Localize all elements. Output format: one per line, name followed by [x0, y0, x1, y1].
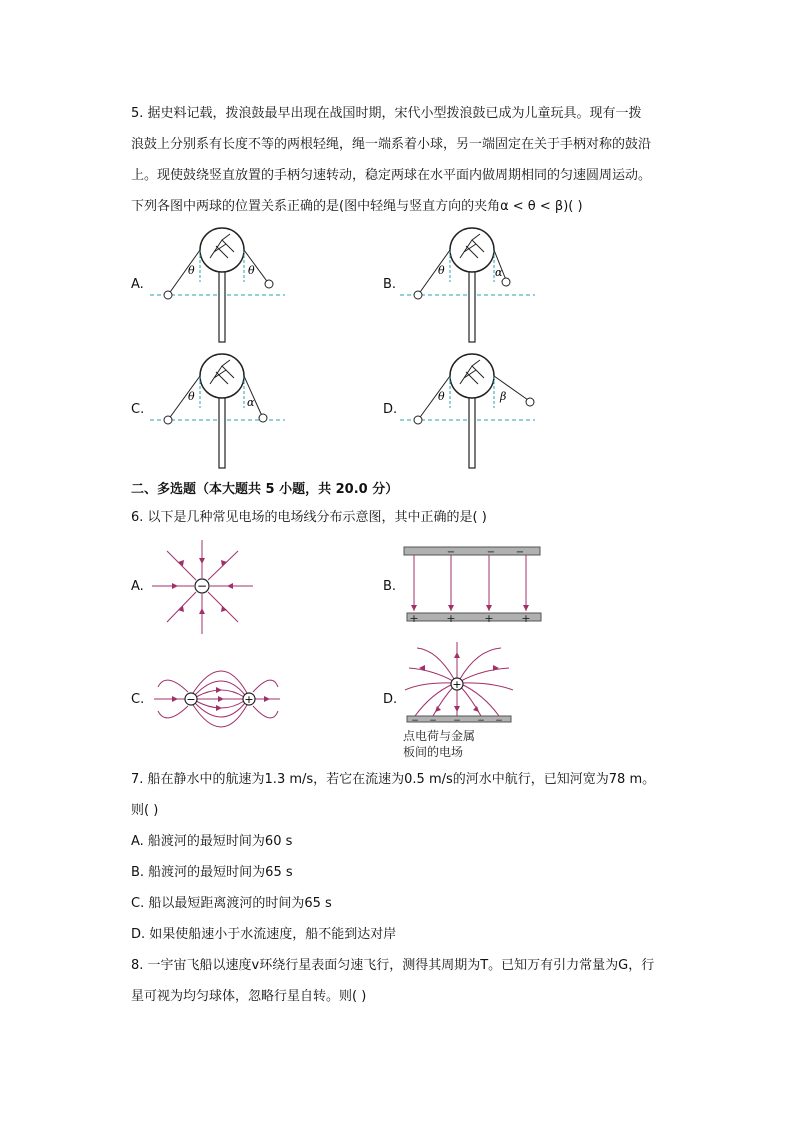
angle-label: α	[495, 266, 503, 279]
charge-sign: +	[244, 693, 254, 706]
ball-right	[265, 280, 273, 288]
q5-line-4: 下列各图中两球的位置关系正确的是(图中轻绳与竖直方向的夹角α < θ < β)( )	[131, 199, 583, 214]
ball-right	[526, 398, 534, 406]
q6-figure-d	[403, 638, 515, 728]
q6-option-c-label[interactable]: C.	[131, 692, 145, 707]
svg-text:−: −	[411, 716, 419, 726]
ball-left	[164, 291, 172, 299]
svg-text:−: −	[429, 716, 437, 726]
angle-label: θ	[438, 264, 445, 277]
q5-line-1: 5. 据史料记载，拨浪鼓最早出现在战国时期，宋代小型拨浪鼓已成为儿童玩具。现有一拨	[131, 106, 642, 121]
drum-circle	[200, 228, 244, 272]
angle-label: α	[247, 396, 255, 409]
svg-text:−: −	[446, 547, 456, 558]
q8-stem-line-1: 8. 一宇宙飞船以速度v环绕行星表面匀速飞行，测得其周期为T。已知万有引力常量为G，行	[131, 958, 655, 973]
q5-option-a-label[interactable]: A.	[131, 277, 144, 292]
svg-text:−: −	[453, 716, 461, 726]
ball-left	[164, 416, 172, 424]
drum-circle	[450, 228, 494, 272]
drum-handle	[219, 267, 225, 342]
q6-option-b-label[interactable]: B.	[383, 579, 397, 594]
ball-left	[414, 416, 422, 424]
q5-figure-a	[150, 222, 290, 347]
angle-label: θ	[438, 390, 445, 403]
q5-option-d-label[interactable]: D.	[383, 402, 398, 417]
q5-line-3: 上。现使鼓绕竖直放置的手柄匀速转动，稳定两球在水平面内做周期相同的匀速圆周运动。	[131, 168, 652, 183]
charge-sign: −	[196, 579, 208, 593]
angle-label: θ	[188, 264, 195, 277]
svg-text:+: +	[409, 612, 419, 625]
q7-stem-line-1: 7. 船在静水中的航速为1.3 m/s，若它在流速为0.5 m/s的河水中航行，已知河宽为78 m。	[131, 772, 656, 787]
rope-left	[168, 250, 200, 295]
q8-stem-line-2: 星可视为均匀球体，忽略行星自转。则( )	[131, 989, 367, 1004]
q5-figure-b	[400, 222, 540, 347]
ball-right	[502, 278, 510, 286]
q7-option-b[interactable]: B. 船渡河的最短时间为65 s	[131, 865, 293, 880]
field-lines	[414, 555, 526, 611]
drum-handle	[219, 393, 225, 468]
angle-label: θ	[188, 390, 195, 403]
section-2-heading: 二、多选题（本大题共 5 小题，共 20.0 分）	[131, 482, 399, 497]
svg-text:+: +	[521, 612, 531, 625]
q7-option-a[interactable]: A. 船渡河的最短时间为60 s	[131, 834, 293, 849]
q6-d-caption-line-2: 板间的电场	[403, 745, 464, 759]
drum-circle	[450, 354, 494, 398]
q6-figure-c	[152, 657, 282, 742]
q6-stem: 6. 以下是几种常见电场的电场线分布示意图，其中正确的是( )	[131, 510, 487, 525]
q5-line-2: 浪鼓上分别系有长度不等的两根轻绳，绳一端系着小球，另一端固定在关于手柄对称的鼓沿	[131, 137, 652, 152]
q5-figure-c	[150, 348, 290, 473]
svg-text:−: −	[486, 547, 496, 558]
q6-option-d-label[interactable]: D.	[383, 692, 398, 707]
q5-figure-d	[400, 348, 540, 473]
svg-text:+: +	[446, 612, 456, 625]
charge-sign: −	[186, 693, 196, 706]
drum-handle	[469, 393, 475, 468]
rope-left	[418, 250, 450, 295]
svg-text:+: +	[484, 612, 494, 625]
field-arrows	[411, 605, 529, 611]
ball-right	[259, 414, 267, 422]
rope-left	[418, 376, 450, 420]
charge-sign: +	[452, 678, 462, 691]
drum-handle	[469, 267, 475, 342]
svg-text:−: −	[515, 547, 525, 558]
q6-d-caption-line-1: 点电荷与金属	[403, 729, 476, 743]
svg-text:−: −	[477, 716, 485, 726]
q7-stem-line-2: 则( )	[131, 803, 159, 818]
q6-option-a-label[interactable]: A.	[131, 579, 144, 594]
q7-option-c[interactable]: C. 船以最短距离渡河的时间为65 s	[131, 896, 332, 911]
q6-figure-b	[403, 545, 543, 627]
q5-option-c-label[interactable]: C.	[131, 402, 145, 417]
angle-label: β	[500, 390, 507, 403]
q5-option-b-label[interactable]: B.	[383, 277, 397, 292]
svg-text:−: −	[495, 716, 503, 726]
drum-circle	[200, 354, 244, 398]
angle-label: θ	[248, 264, 255, 277]
rope-left	[168, 376, 200, 420]
q6-figure-a	[150, 538, 255, 636]
q7-option-d[interactable]: D. 如果使船速小于水流速度，船不能到达对岸	[131, 927, 397, 942]
ball-left	[414, 291, 422, 299]
